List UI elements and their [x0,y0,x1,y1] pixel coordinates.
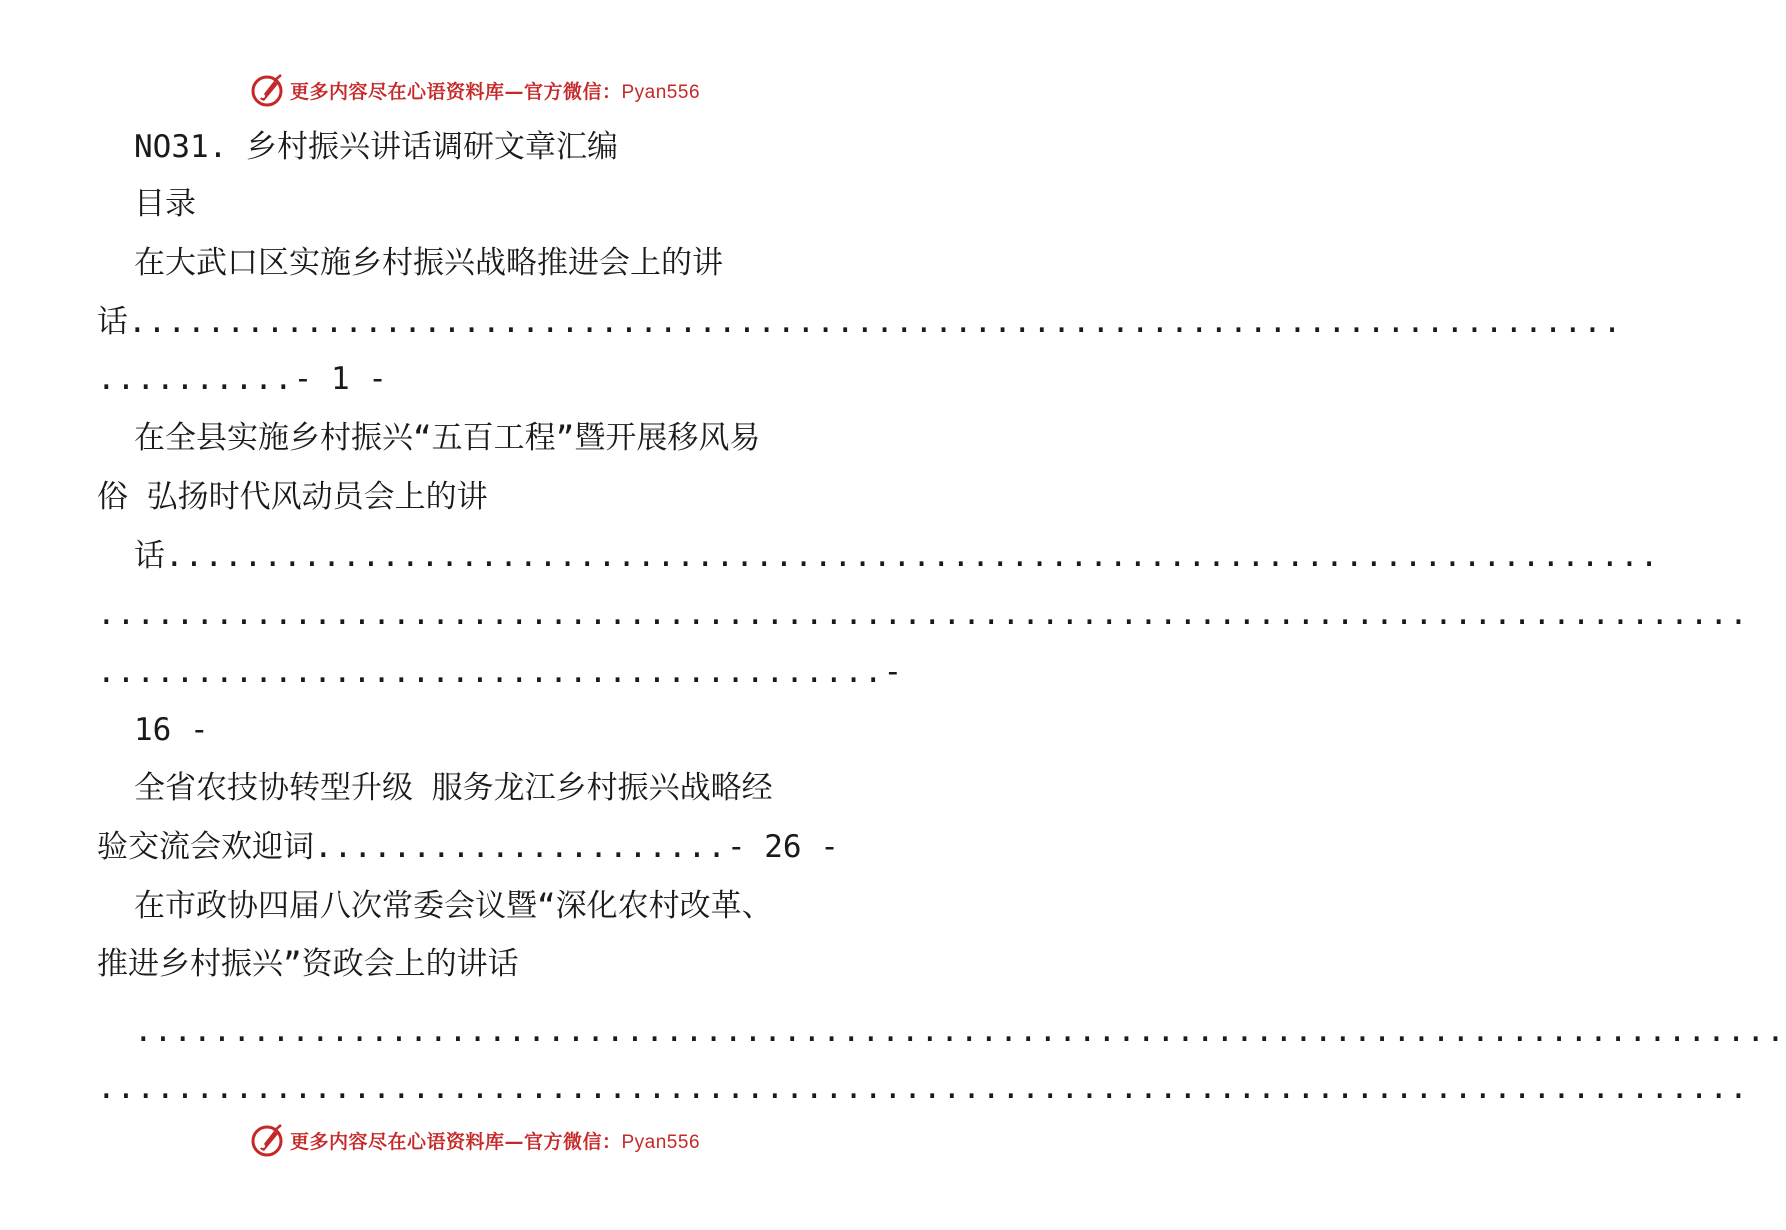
wechat-id: Pyan556 [621,81,701,103]
toc-entry-1-title-cont[interactable] [97,302,1623,342]
toc-entry-2-title-line2[interactable]: 俗 弘扬时代风动员会上的讲 [97,479,488,515]
toc-entry-2-title-end: 话 [134,538,165,574]
leader-dots: ........................................ [97,654,884,690]
leader-dots: ..................... [314,829,727,865]
toc-entry-3-title-cont[interactable] [97,827,839,867]
wechat-id: Pyan556 [621,1131,701,1153]
toc-entry-2-title[interactable]: 在全县实施乡村振兴“五百工程”暨开展移风易 [134,420,761,456]
quill-pen-logo-icon [250,72,286,108]
toc-entry-1-leader-row[interactable] [97,359,387,399]
toc-entry-2-title-cont[interactable] [134,536,1660,576]
toc-entry-4-title[interactable]: 在市政协四届八次常委会议暨“深化农村改革、 [134,888,773,924]
footer-watermark-banner [0,1120,950,1160]
toc-entry-4-title-line2[interactable]: 推进乡村振兴”资政会上的讲话 [97,946,519,982]
leader-dots: .................................................................................... [134,1013,1786,1049]
document-title: NO31. 乡村振兴讲话调研文章汇编 [134,129,618,165]
toc-entry-3-title[interactable]: 全省农技协转型升级 服务龙江乡村振兴战略经 [134,770,773,806]
leader-dots: .......... [97,361,294,397]
toc-entry-2-page-dash: - [883,654,903,690]
toc-entry-3-page: - 26 - [726,829,839,865]
toc-entry-1-title[interactable]: 在大武口区实施乡村振兴战略推进会上的讲 [134,245,723,281]
toc-entry-1-page: - 1 - [293,361,387,397]
toc-entry-3-title-end: 验交流会欢迎词 [97,829,314,865]
watermark-text [290,77,700,104]
header-watermark-banner [0,70,950,110]
toc-entry-2-leader-row[interactable] [97,652,902,692]
toc-heading: 目录 [134,186,196,222]
watermark-text [290,1127,700,1154]
watermark-label: 更多内容尽在心语资料库—官方微信： [289,1130,622,1153]
toc-entry-1-title-end: 话 [97,304,128,340]
leader-dots: ............................................................................ [165,538,1660,574]
leader-dots: .................................................................................... [97,1070,1749,1106]
leader-dots: ............................................................................ [128,304,1623,340]
leader-dots: .................................................................................... [97,596,1749,632]
quill-pen-logo-icon [250,1122,286,1158]
toc-entry-2-page[interactable]: 16 - [134,712,209,748]
watermark-label: 更多内容尽在心语资料库—官方微信： [289,80,622,103]
